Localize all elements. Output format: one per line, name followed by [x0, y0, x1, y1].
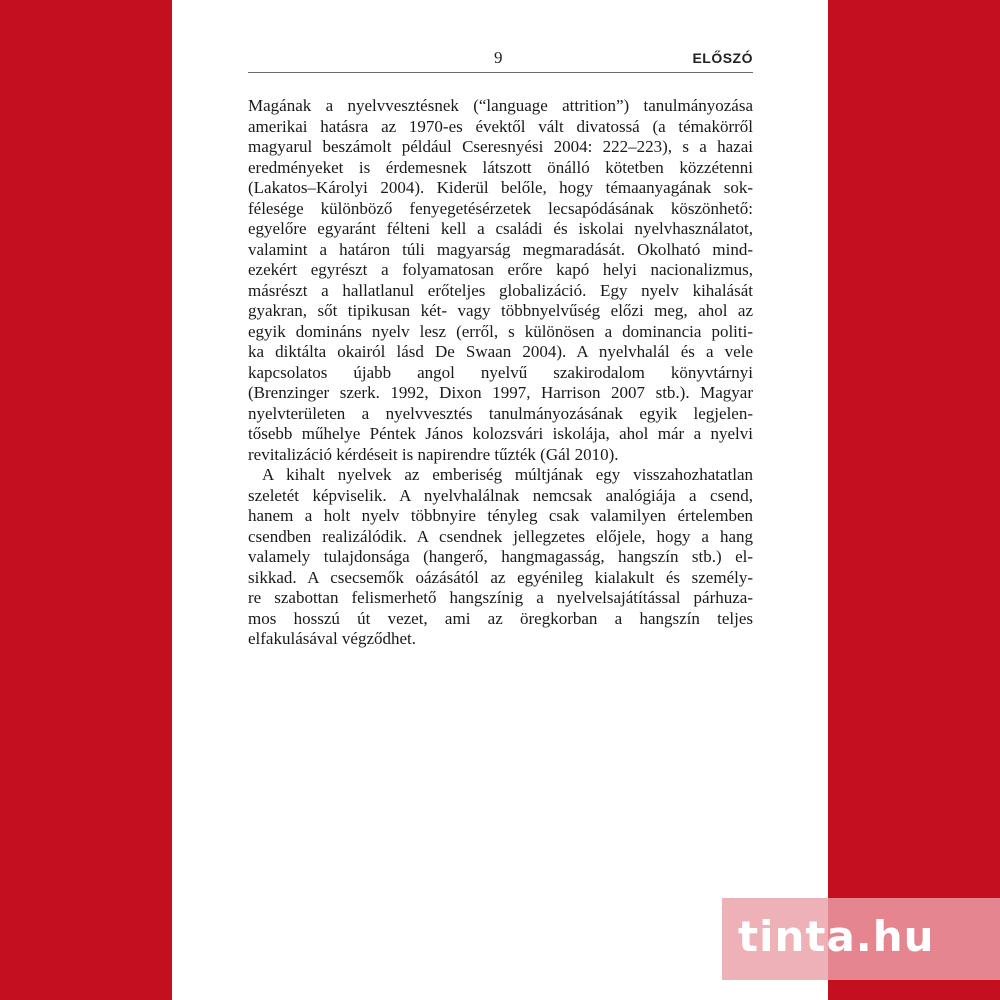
- text-line: ezekért egyrészt a folyamatosan erőre kapó helyi nacionalizmus,: [248, 260, 753, 279]
- text-line: elfakulásával végződhet.: [248, 629, 417, 648]
- text-line: valamely tulajdonsága (hangerő, hangmagasság, hangszín stb.) el-: [248, 547, 753, 566]
- text-line: hanem a holt nyelv többnyire tényleg csak valamilyen értelemben: [248, 506, 753, 525]
- body-text: [248, 96, 753, 650]
- page-number: 9: [494, 48, 503, 67]
- text-line: tősebb műhelye Péntek János kolozsvári iskolája, ahol már a nyelvi: [248, 424, 753, 443]
- watermark-text: tinta.hu: [738, 912, 935, 961]
- text-line: nyelvterületen a nyelvvesztés tanulmányozásának egyik legjelen-: [248, 403, 753, 423]
- text-line: (Lakatos–Károlyi 2004). Kiderül belőle, hogy témaanyagának sok-: [248, 178, 753, 197]
- text-line: egyelőre egyaránt félteni kell a családi és iskolai nyelvhasználatot,: [248, 219, 753, 238]
- watermark-logo: [722, 898, 1000, 980]
- paragraph: [248, 96, 753, 465]
- paragraph: [248, 465, 753, 650]
- text-line: kapcsolatos újabb angol nyelvű szakirodalom könyvtárnyi: [248, 362, 753, 382]
- text-line: magyarul beszámolt például Cseresnyési 2004: 222–223), s a hazai: [248, 137, 753, 156]
- text-line: egyik domináns nyelv lesz (erről, s különösen a dominancia politi-: [248, 321, 753, 341]
- text-line: sikkad. A csecsemők oázásától az egyénileg kialakult és személy-: [248, 567, 753, 587]
- text-line: re szabottan felismerhető hangszínig a nyelvelsajátítással párhuza-: [248, 588, 753, 607]
- text-line: A kihalt nyelvek az emberiség múltjának egy visszahozhatatlan: [262, 465, 753, 484]
- text-line: revitalizáció kérdéseit is napirendre tűzték (Gál 2010).: [248, 444, 619, 464]
- text-line: gyakran, sőt tipikusan két- vagy többnyelvűség előzi meg, ahol az: [248, 301, 753, 320]
- text-line: szeletét képviselik. A nyelvhalálnak nemcsak analógiája a csend,: [248, 485, 753, 505]
- text-line: eredményeket is érdemesnek látszott önálló kötetben közzétenni: [248, 157, 753, 177]
- text-line: másrészt a hallatlanul erőteljes globalizáció. Egy nyelv kihalását: [248, 280, 753, 300]
- text-line: Magának a nyelvvesztésnek (“language attrition”) tanulmányozása: [248, 96, 753, 115]
- running-head: [248, 48, 753, 73]
- text-line: mos hosszú út vezet, ami az öregkorban a hangszín teljes: [248, 608, 753, 628]
- text-line: amerikai hatásra az 1970-es évektől vált divatossá (a témakörről: [248, 116, 753, 136]
- section-title: ELŐSZÓ: [692, 50, 753, 66]
- text-line: (Brenzinger szerk. 1992, Dixon 1997, Harrison 2007 stb.). Magyar: [248, 383, 753, 402]
- text-line: félesége különböző fenyegetésérzetek lecsapódásának köszönhető:: [248, 198, 753, 218]
- book-page: [172, 0, 828, 1000]
- text-line: csendben realizálódik. A csendnek jellegzetes előjele, hogy a hang: [248, 526, 753, 546]
- text-line: valamint a határon túli magyarság megmaradását. Okolható mind-: [248, 239, 753, 259]
- text-line: ka diktálta okairól lásd De Swaan 2004). A nyelvhalál és a vele: [248, 342, 753, 361]
